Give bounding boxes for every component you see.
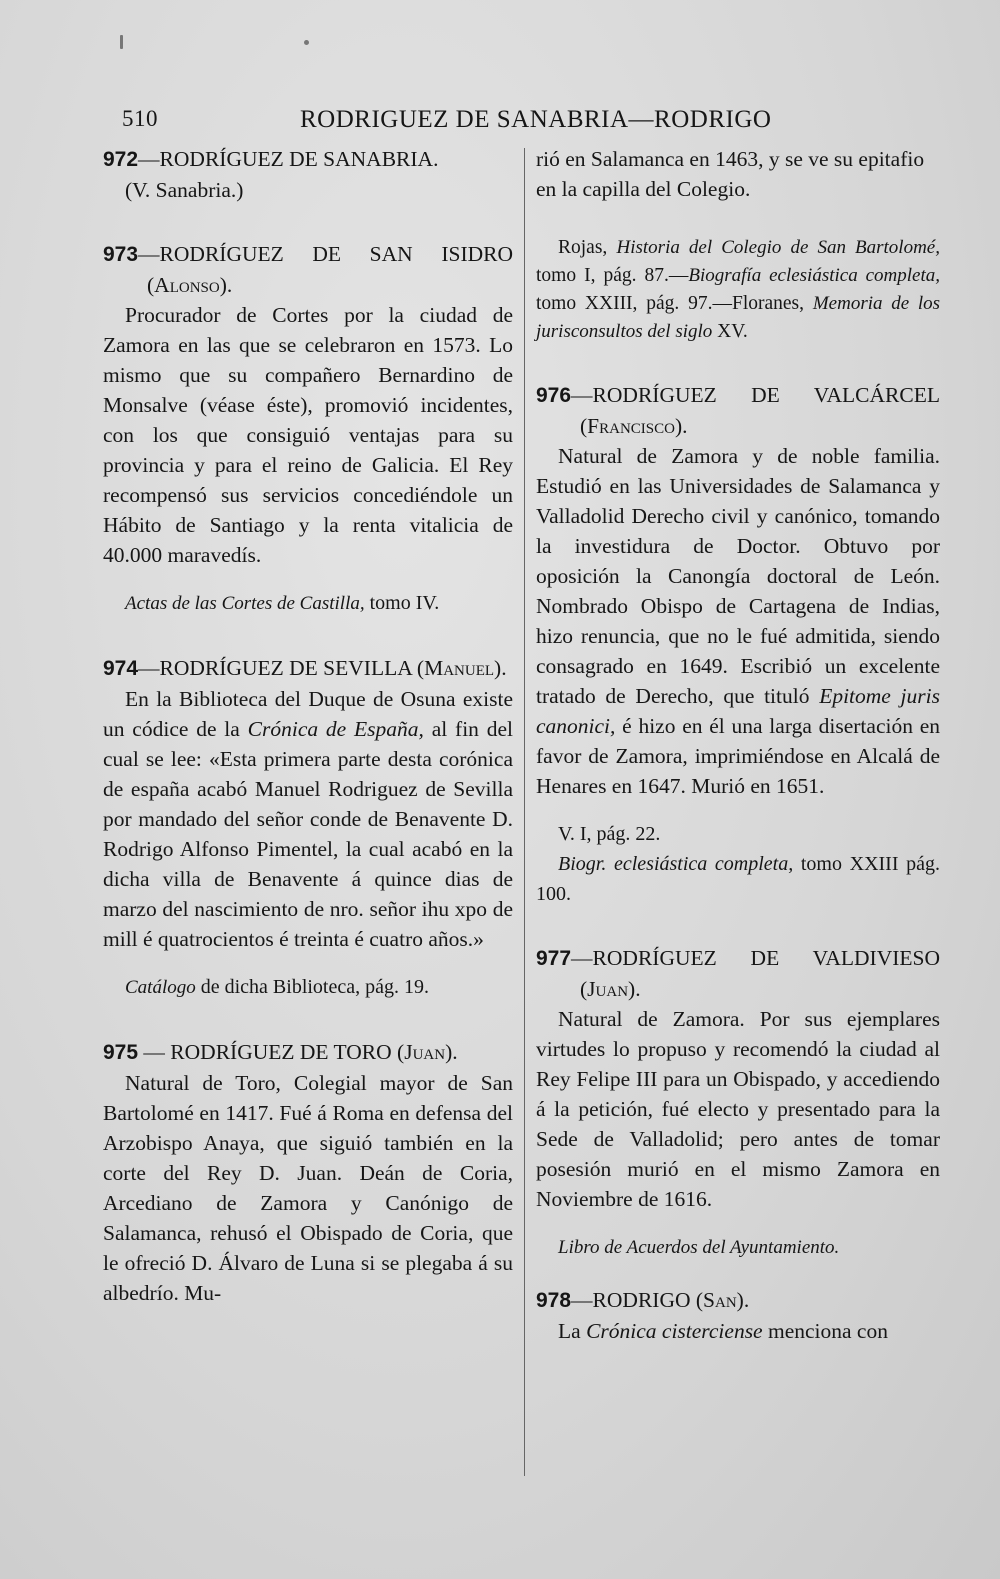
- entry-source: V. I, pág. 22.: [558, 823, 661, 845]
- source-title: Biografía eclesiástica completa,: [688, 265, 940, 286]
- entry-heading: [536, 943, 940, 1004]
- source-title: Libro de Acuerdos del Ayuntamiento.: [558, 1237, 840, 1258]
- punct: ).: [674, 414, 688, 438]
- source-text: Rojas,: [558, 237, 617, 258]
- entry-body-continued: rió en Salamanca en 1463, y se ve su epitafio en la capilla del Colegio.: [536, 147, 925, 201]
- source-detail: tomo IV.: [364, 592, 440, 614]
- body-text: é hizo en él una larga disertación en favor de Zamora, imprimiéndose en Alcalá de Henares en 1647. Murió en 1651.: [536, 714, 940, 798]
- body-text: La: [558, 1319, 587, 1343]
- entry-source: [103, 588, 513, 619]
- source-text: tomo XXIII, pág. 97.—Floranes,: [536, 293, 813, 314]
- entry-source: [536, 1232, 940, 1263]
- given-name: San: [703, 1288, 737, 1312]
- column-divider: [524, 148, 525, 1476]
- given-name: Juan: [587, 977, 629, 1001]
- source-title: Actas de las Cortes de Castilla,: [125, 593, 365, 614]
- right-column: [536, 144, 940, 1346]
- entry-number: 972: [103, 148, 139, 171]
- entry-heading: [536, 1285, 940, 1316]
- given-name: Alonso: [154, 273, 220, 297]
- spacer: [103, 619, 513, 653]
- entry-body: Procurador de Cortes por la ciudad de Zamora en las que se celebraron en 1573. Lo mismo que su compañero Bernardino de Monsalve (véase éste), promovió incidentes, con los que consiguió ventajas para su provincia y para el reino de Galicia. El Rey recompensó sus servicios concediéndole un Hábito de Santiago y la renta vitalicia de 40.000 maravedís.: [103, 303, 513, 567]
- punct: ).: [628, 977, 641, 1001]
- given-name: Juan: [404, 1040, 446, 1064]
- entry-976: [536, 380, 940, 909]
- entry-number: 974: [103, 657, 139, 680]
- body-italic: Epitome juris canonici,: [536, 684, 940, 738]
- body-text: Natural de Zamora y de noble familia. Estudió en las Universidades de Salamanca y Valladolid Derecho civil y canónico, tomando la investidura de Doctor. Obtuvo por oposición la Canongía doctoral de León. Nombrado Obispo de Cartagena de Indias, hizo renuncia, que no le fué admitida, siendo consagrado en 1649. Escribió un excelente tratado de Derecho, que tituló: [536, 444, 940, 708]
- entry-978: [536, 1285, 940, 1346]
- entry-number: 973: [103, 243, 139, 266]
- entry-number: 976: [536, 384, 572, 407]
- entry-number: 975: [103, 1041, 139, 1064]
- source-title: Catálogo: [125, 977, 196, 998]
- source-title: Biogr. eclesiástica completa,: [558, 853, 794, 875]
- body-text: menciona con: [762, 1319, 888, 1343]
- spacer: [536, 909, 940, 943]
- entry-title: —RODRÍGUEZ DE SEVILLA (: [138, 656, 425, 680]
- entry-title: —RODRÍGUEZ DE SAN ISIDRO (: [138, 242, 513, 297]
- entry-975: [103, 1037, 513, 1308]
- body-italic: Crónica cisterciense: [586, 1319, 763, 1343]
- spacer: [536, 346, 940, 380]
- source-title: Historia del Colegio de San Bartolomé,: [616, 237, 940, 258]
- source-text: tomo I, pág. 87.—: [536, 265, 689, 286]
- entry-972: [103, 144, 513, 205]
- cross-reference: (V. Sanabria.): [125, 178, 244, 202]
- entry-973: [103, 239, 513, 619]
- page-number: 510: [122, 106, 158, 131]
- entry-body: Natural de Toro, Colegial mayor de San Bartolomé en 1417. Fué á Roma en defensa del Arzobispo Anaya, que siguió también en la corte del Rey D. Juan. Deán de Coria, Arcediano de Zamora y Canónigo de Salamanca, rehusó el Obispado de Coria, que le ofreció D. Álvaro de Luna si se plegaba á su albedrío. Mu-: [103, 1071, 513, 1305]
- punct: ).: [736, 1288, 750, 1312]
- entry-title: —RODRÍGUEZ DE VALCÁRCEL (: [571, 383, 940, 438]
- entry-974: [103, 653, 513, 1003]
- body-text: En la Biblioteca del Duque de Osuna existe un códice de la: [103, 687, 513, 741]
- entry-body: [536, 1316, 940, 1346]
- entry-number: 978: [536, 1289, 572, 1312]
- source-text: XV.: [712, 321, 748, 342]
- entry-body: [103, 684, 513, 954]
- entry-body: [536, 441, 940, 801]
- entry-977: [536, 943, 940, 1263]
- ink-speck: [120, 35, 123, 49]
- spacer: [536, 1263, 940, 1285]
- spacer: [103, 205, 513, 239]
- entry-source: [103, 972, 513, 1003]
- entry-number: 977: [536, 947, 572, 970]
- left-column: [103, 144, 513, 1308]
- entry-heading: [103, 144, 513, 175]
- body-italic: Crónica de España,: [247, 717, 424, 741]
- ink-speck: [304, 40, 309, 45]
- source-detail: de dicha Biblioteca, pág. 19.: [195, 976, 429, 998]
- punct: ).: [219, 273, 233, 297]
- entry-heading: [536, 380, 940, 441]
- entry-title: —RODRÍGUEZ DE SANABRIA.: [138, 147, 439, 171]
- entry-body: Natural de Zamora. Por sus ejemplares virtudes lo propuso y recomendó la ciudad al Rey Felipe III para un Obispado, y accediendo á la petición, fué electo y presentado para la Sede de Valladolid; pero antes de tomar posesión murió en el mismo Zamora en Noviembre de 1616.: [536, 1007, 940, 1211]
- entry-title: — RODRÍGUEZ DE TORO (: [138, 1040, 405, 1064]
- source-title: Memoria de los jurisconsultos del siglo: [536, 293, 940, 342]
- punct: ).: [494, 656, 507, 680]
- entry-heading: [103, 239, 513, 300]
- entry-title: —RODRIGO (: [571, 1288, 704, 1312]
- running-head-title: RODRIGUEZ DE SANABRIA—RODRIGO: [300, 106, 772, 133]
- entry-heading: [103, 653, 513, 684]
- entry-source: [536, 849, 940, 909]
- source-detail: tomo XXIII pág. 100.: [536, 853, 941, 905]
- entry-heading: [103, 1037, 513, 1068]
- entry-title: —RODRÍGUEZ DE VALDIVIESO (: [571, 946, 940, 1001]
- given-name: Manuel: [424, 656, 495, 680]
- punct: ).: [445, 1040, 458, 1064]
- body-text: al fin del cual se lee: «Esta primera parte desta corónica de españa acabó Manuel Rodriguez de Sevilla por mandado del señor conde de Benavente D. Rodrigo Alfonso Pimentel, la cual acabó en la dicha villa de Benavente á quince dias de marzo del nascimiento de nro. señor ihu xpo de mill é quatrocientos é treinta é cuatro años.»: [103, 717, 513, 951]
- entry-source: [536, 234, 940, 346]
- spacer: [103, 1003, 513, 1037]
- given-name: Francisco: [587, 414, 675, 438]
